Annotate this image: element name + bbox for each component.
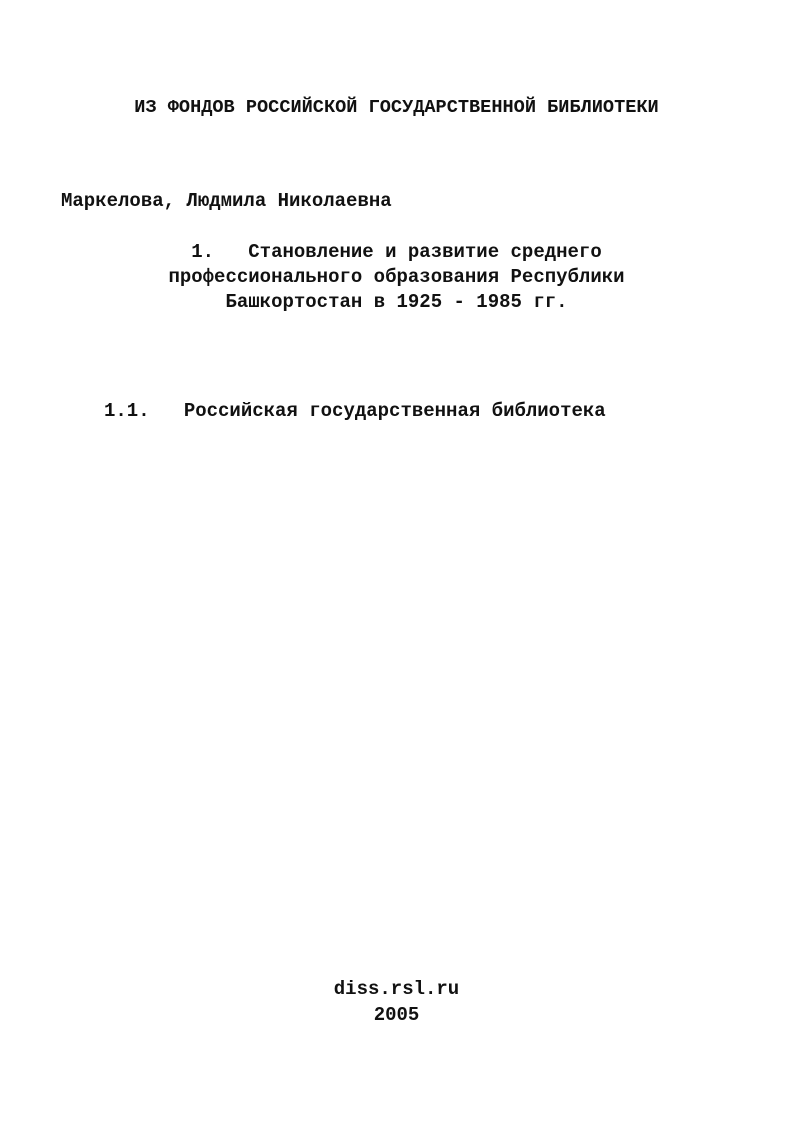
library-subsection: 1.1. Российская государственная библиотека [104,400,606,422]
author-name: Маркелова, Людмила Николаевна [61,190,392,212]
footer-site: diss.rsl.ru [333,978,460,1000]
title-line-1: 1. Становление и развитие среднего [191,241,602,263]
library-header: ИЗ ФОНДОВ РОССИЙСКОЙ ГОСУДАРСТВЕННОЙ БИБЛИОТЕКИ [134,97,659,118]
footer-year: 2005 [373,1004,420,1026]
title-line-2: профессионального образования Республики [168,266,625,288]
title-line-3: Башкортостан в 1925 - 1985 гг. [225,291,568,313]
